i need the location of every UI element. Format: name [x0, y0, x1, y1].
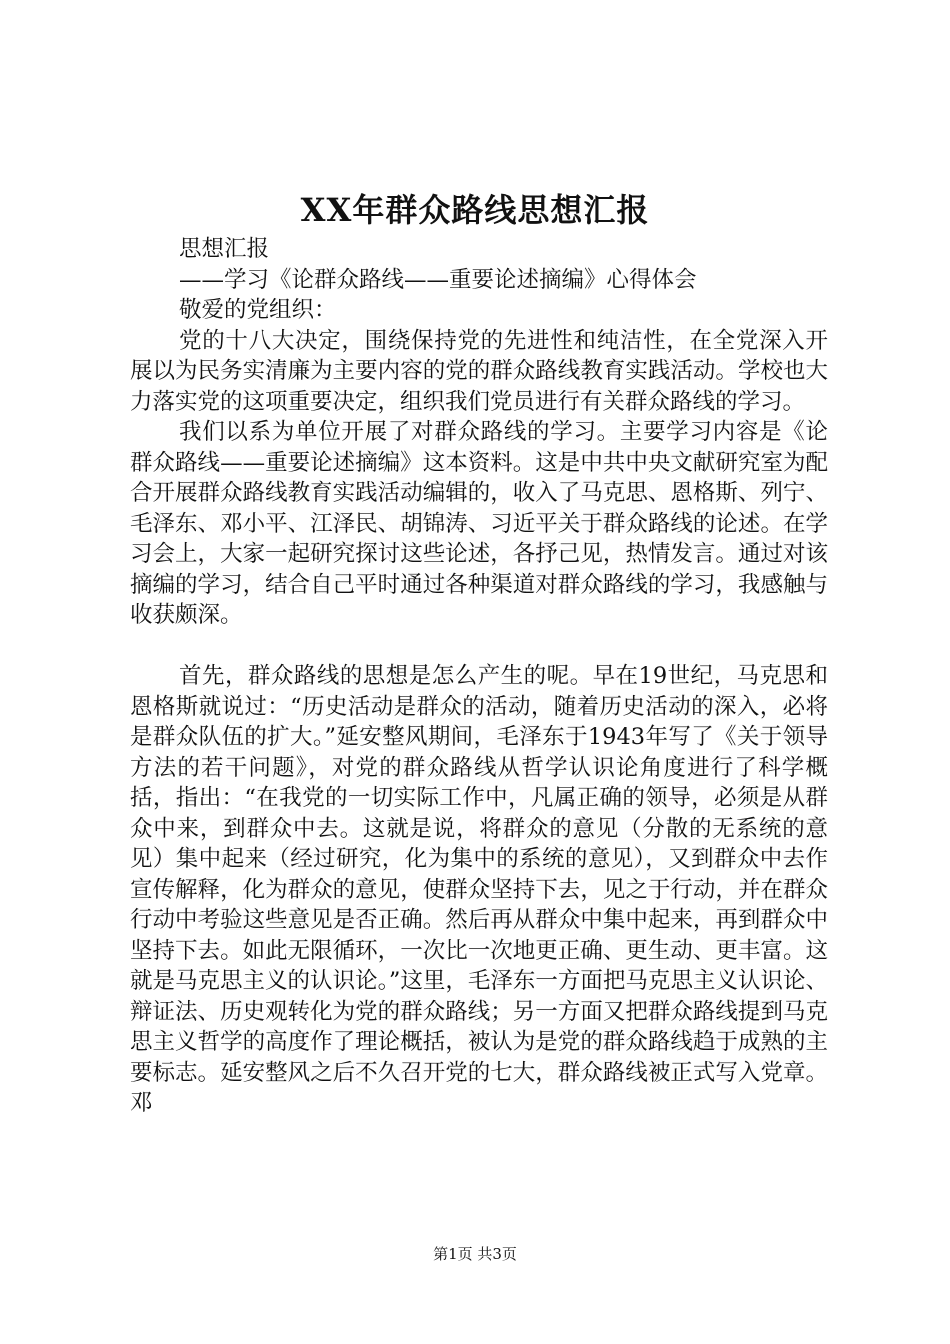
paragraph-3: 首先，群众路线的思想是怎么产生的呢。早在19世纪，马克思和恩格斯就说过：“历史活动是群众的活动，随着历史活动的深入，必将是群众队伍的扩大。”延安整风期间，毛泽东于1943年写了《关于领导方法的若干问题》，对党的群众路线从哲学认识论角度进行了科学概括，指出：“在我党的一切实际工作中，凡属正确的领导，必须是从群众中来，到群众中去。这就是说，将群众的意见（分散的无系统的意见）集中起来（经过研究，化为集中的系统的意见），又到群众中去作宣传解释，化为群众的意见，使群众坚持下去，见之于行动，并在群众行动中考验这些意见是否正确。然后再从群众中集中起来，再到群众中坚持下去。如此无限循环，一次比一次地更正确、更生动、更丰富。这就是马克思主义的认识论。”这里，毛泽东一方面把马克思主义认识论、辩证法、历史观转化为党的群众路线；另一方面又把群众路线提到马克思主义哲学的高度作了理论概括，被认为是党的群众路线趋于成熟的主要标志。延安整风之后不久召开党的七大，群众路线被正式写入党章。邓: [130, 663, 828, 1116]
heading-line: 思想汇报: [179, 236, 270, 262]
paragraph-2: 我们以系为单位开展了对群众路线的学习。主要学习内容是《论群众路线——重要论述摘编》这本资料。这是中共中央文献研究室为配合开展群众路线教育实践活动编辑的，收入了马克思、恩格斯、列宁、毛泽东、邓小平、江泽民、胡锦涛、习近平关于群众路线的论述。在学习会上，大家一起研究探讨这些论述，各抒己见，热情发言。通过对该摘编的学习，结合自己平时通过各种渠道对群众路线的学习，我感触与收获颇深。: [130, 419, 828, 628]
document-title: XX年群众路线思想汇报: [300, 191, 650, 229]
paragraph-spacer: [130, 631, 828, 662]
page-footer: 第1页 共3页: [433, 1245, 517, 1263]
salutation: 敬爱的党组织：: [179, 297, 337, 323]
subtitle-line: ——学习《论群众路线——重要论述摘编》心得体会: [179, 266, 697, 293]
document-body: [130, 234, 828, 1119]
paragraph-1: 党的十八大决定，围绕保持党的先进性和纯洁性，在全党深入开展以为民务实清廉为主要内容的党的群众路线教育实践活动。学校也大力落实党的这项重要决定，组织我们党员进行有关群众路线的学习。: [130, 327, 828, 415]
